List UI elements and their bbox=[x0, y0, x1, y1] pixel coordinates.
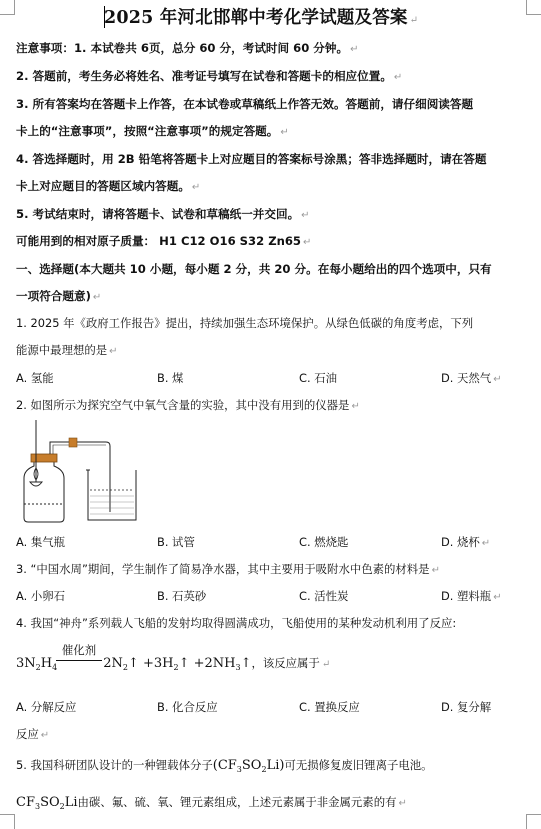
question-1-option-a: A. 氢能 bbox=[16, 371, 54, 385]
lithium-carrier-formula-2: $CF_3SO_2Li$ bbox=[16, 795, 78, 811]
note-4-line-2: 卡上对应题目的答题区域内答题。 ↵ bbox=[16, 179, 201, 193]
page-corner-mark-top-left bbox=[0, 0, 15, 15]
page-corner-mark-top-right bbox=[526, 0, 541, 15]
note-4-line-1: 4. 答选择题时，用 2B 铅笔将答题卡上对应题目的答案标号涂黑；答非选择题时，请在答题 bbox=[16, 152, 487, 166]
question-4-option-c: C. 置换反应 bbox=[299, 700, 360, 714]
question-4-option-a: A. 分解反应 bbox=[16, 700, 77, 714]
question-1-option-b: B. 煤 bbox=[157, 371, 184, 385]
oxygen-experiment-apparatus bbox=[14, 416, 144, 524]
question-1-line-2: 能源中最理想的是 ↵ bbox=[16, 343, 118, 357]
reaction-equation: $3N_2H_4$ $2N_2↑$ $+3H_2↑$ $+2NH_3↑$，该反应属于 ↵ bbox=[16, 656, 331, 672]
question-3-stem: 3. “中国水周”期间，学生制作了简易净水器，其中主要用于吸附水中色素的材料是 ↵ bbox=[16, 562, 440, 576]
question-5-line-2: $CF_3SO_2Li$由碳、氟、硫、氧、锂元素组成，上述元素属于非金属元素的有 ↵ bbox=[16, 795, 407, 811]
note-1: 注意事项：1. 本试卷共 6页，总分 60 分，考试时间 60 分钟。 ↵ bbox=[16, 41, 359, 55]
question-2-stem: 2. 如图所示为探究空气中氧气含量的实验，其中没有用到的仪器是 ↵ bbox=[16, 398, 360, 412]
question-5-line-1: 5. 我国科研团队设计的一种锂载体分子$(CF_3SO_2Li)$可无损修复废旧锂离子电池。 bbox=[16, 758, 433, 774]
page-corner-mark-bottom-left bbox=[0, 814, 15, 829]
question-3-option-b: B. 石英砂 bbox=[157, 589, 207, 603]
section-1-header-line-2: 一项符合题意) ↵ bbox=[16, 289, 102, 303]
question-4-option-d-wrap: 反应 ↵ bbox=[16, 727, 50, 741]
gas-collecting-bottle bbox=[24, 460, 64, 522]
question-1-line-1: 1. 2025 年《政府工作报告》提出，持续加强生态环境保护。从绿色低碳的角度考虑，下列 bbox=[16, 316, 474, 330]
question-3-option-d: D. 塑料瓶 ↵ bbox=[441, 589, 502, 603]
page-title: 2025 年河北邯郸中考化学试题及答案 ↵ bbox=[104, 8, 419, 28]
delivery-tube bbox=[50, 442, 110, 512]
question-1-option-c: C. 石油 bbox=[299, 371, 337, 385]
lithium-carrier-formula: $(CF_3SO_2Li)$ bbox=[212, 758, 285, 774]
combustion-spoon bbox=[30, 482, 42, 486]
question-2-option-b: B. 试管 bbox=[157, 535, 195, 549]
note-3-line-2: 卡上的“注意事项”，按照“注意事项”的规定答题。 ↵ bbox=[16, 124, 289, 138]
question-2-option-a: A. 集气瓶 bbox=[16, 535, 66, 549]
section-1-header-line-1: 一、选择题(本大题共 10 小题，每小题 2 分，共 20 分。在每小题给出的四个选项中，只有 bbox=[16, 262, 492, 276]
question-3-option-a: A. 小卵石 bbox=[16, 589, 66, 603]
page-corner-mark-bottom-right bbox=[526, 814, 541, 829]
question-2-option-c: C. 燃烧匙 bbox=[299, 535, 349, 549]
question-4-option-d: D. 复分解 bbox=[441, 700, 492, 714]
question-1-option-d: D. 天然气 ↵ bbox=[441, 371, 502, 385]
note-2: 2. 答题前，考生务必将姓名、准考证号填写在试卷和答题卡的相应位置。 ↵ bbox=[16, 69, 403, 83]
water-clamp bbox=[69, 438, 77, 447]
note-3-line-1: 3. 所有答案均在答题卡上作答，在本试卷或草稿纸上作答无效。答题前，请仔细阅读答题 bbox=[16, 97, 474, 111]
catalyst-label: 催化剂 bbox=[61, 643, 97, 657]
atomic-masses: 可能用到的相对原子质量： H1 C12 O16 S32 Zn65 ↵ bbox=[16, 234, 312, 248]
note-5: 5. 考试结束时，请将答题卡、试卷和草稿纸一并交回。 ↵ bbox=[16, 207, 310, 221]
beaker bbox=[88, 470, 136, 520]
question-3-option-c: C. 活性炭 bbox=[299, 589, 349, 603]
rubber-stopper bbox=[31, 454, 57, 462]
reactant-formula: $3N_2H_4$ bbox=[16, 656, 58, 672]
question-4-option-b: B. 化合反应 bbox=[157, 700, 218, 714]
product-formula: $2N_2↑$ $+3H_2↑$ $+2NH_3↑$ bbox=[103, 656, 252, 672]
question-4-stem: 4. 我国“神舟”系列载人飞船的发射均取得圆满成功，飞船使用的某种发动机利用了反应: bbox=[16, 616, 457, 630]
question-2-option-d: D. 烧杯 ↵ bbox=[441, 535, 491, 549]
